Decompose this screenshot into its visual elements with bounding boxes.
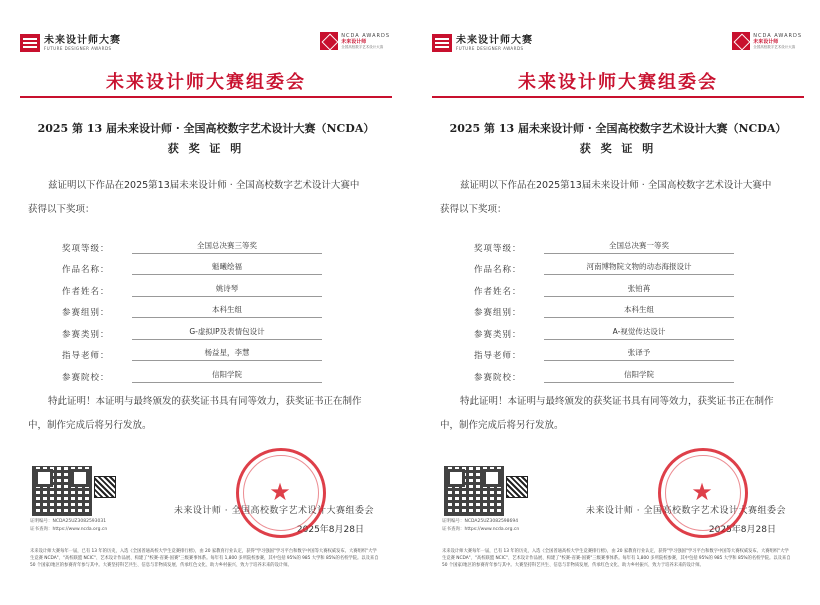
certificate-heading: 获 奖 证 明 [167,142,245,155]
award-fields [62,232,322,383]
field-label: 参赛院校： [474,372,522,383]
fda-logo [20,34,121,52]
header-divider [20,96,392,98]
field-label: 参赛类别： [62,329,110,340]
field-value: 张译予 [544,347,734,361]
competition-title: 2025 第 13 届未来设计师 · 全国高校数字艺术设计大赛（NCDA） [37,122,375,135]
field-author [474,275,734,297]
certificate-heading: 获 奖 证 明 [579,142,657,155]
ncda-label: NCDA AWARDS [753,32,802,39]
field-value: G-虚拟IP及表情包设计 [132,326,322,340]
field-value: 杨益星，李慧 [132,347,322,361]
field-label: 奖项等级： [62,243,110,254]
field-value: 魁曦绘福 [132,261,322,275]
ncda-logo-icon [732,32,750,50]
fda-logo-icon [432,34,452,52]
field-label: 指导老师： [474,351,522,361]
field-group [62,297,322,319]
footer-note: 未来设计师大赛每年一届，已有 13 年的历史，入选《全国普通高校大学生竞赛排行榜》，由 20 家教育行业认定，获得"学习强国"学习平台和数字中国等大赛权威发布。大赛组织"大学生竞赛 NCDA"、"高校联盟 NCIC"、艺术设计作品展、构建了"校赛-省赛-国赛"三级赛事体系。每年有 1,800 多所院校参赛，其中包括 95%的 985 大学和 85%的名校学院。以及来自 50 个国家/地区的参赛青年参与其中。大赛坚持科艺共生、信息与非物质发展、传承红色文化、助力乡村振兴、致力于培养未来的设计师。 [30,549,379,568]
seal-star-icon: ★ [691,478,713,506]
field-label: 作者姓名： [62,286,110,297]
intro-text: 兹证明以下作品在2025第13届未来设计师 · 全国高校数字艺术设计大赛中获得以下奖项： [28,180,360,215]
field-teacher [474,340,734,362]
field-label: 参赛组别： [474,308,522,318]
logo-title: 未来设计师大赛 [456,34,533,46]
qr-code-icon[interactable] [32,466,92,516]
committee-title: 未来设计师大赛组委会 [106,72,306,93]
certificate-left [8,0,404,605]
logo-subtitle: FUTURE DESIGNER AWARDS [456,45,524,51]
seal-star-icon: ★ [269,478,291,506]
official-seal-icon [658,448,748,538]
field-school [474,361,734,383]
field-value: 本科生组 [544,304,734,318]
field-author [62,275,322,297]
field-category [62,318,322,340]
certificate-number: 证明编号：NCDA25UZ3082593031 [30,519,107,524]
field-label: 指导老师： [62,351,110,361]
field-work [62,254,322,276]
field-label: 作者姓名： [474,286,522,297]
field-value: 张铂苒 [544,283,734,297]
ncda-cn: 未来设计师 [341,38,367,45]
intro-text: 兹证明以下作品在2025第13届未来设计师 · 全国高校数字艺术设计大赛中获得以下奖项： [440,180,772,215]
ncda-label: NCDA AWARDS [341,32,390,39]
mini-qr-icon [94,476,116,498]
field-label: 参赛院校： [62,372,110,383]
field-value: A-视觉传达设计 [544,326,734,340]
fda-logo-icon [20,34,40,52]
footer-note: 未来设计师大赛每年一届，已有 13 年的历史，入选《全国普通高校大学生竞赛排行榜》，由 20 家教育行业认定，获得"学习强国"学习平台和数字中国等大赛权威发布。大赛组织"大学生竞赛 NCDA"、"高校联盟 NCIC"、艺术设计作品展、构建了"校赛-省赛-国赛"三级赛事体系。每年有 1,800 多所院校参赛，其中包括 95%的 985 大学和 85%的名校学院。以及来自 50 个国家/地区的参赛青年参与其中。大赛坚持科艺共生、信息与非物质发展、传承红色文化、助力乡村振兴、致力于培养未来的设计师。 [442,549,791,568]
issuer-name: 未来设计师 · 全国高校数字艺术设计大赛组委会 [585,506,786,516]
field-group [474,297,734,319]
ncda-logo [320,32,390,50]
issuer-name: 未来设计师 · 全国高校数字艺术设计大赛组委会 [173,506,374,516]
field-label: 作品名称： [62,265,110,275]
field-label: 参赛类别： [474,329,522,340]
competition-title: 2025 第 13 届未来设计师 · 全国高校数字艺术设计大赛（NCDA） [449,122,787,135]
issue-date: 2025年8月28日 [708,525,776,535]
field-label: 参赛组别： [62,308,110,318]
official-seal-icon [236,448,326,538]
closing-text: 特此证明！本证明与最终颁发的获奖证书具有同等效力，获奖证书正在制作中，制作完成后将另行发放。 [440,396,774,431]
field-award [474,232,734,254]
logo-title: 未来设计师大赛 [44,34,121,46]
ncda-logo [732,32,802,50]
logo-subtitle: FUTURE DESIGNER AWARDS [44,45,112,51]
field-work [474,254,734,276]
field-value: 信阳学院 [132,369,322,383]
field-school [62,361,322,383]
field-label: 作品名称： [474,265,522,275]
closing-text: 特此证明！本证明与最终颁发的获奖证书具有同等效力，获奖证书正在制作中，制作完成后将另行发放。 [28,396,362,431]
field-label: 奖项等级： [474,243,522,254]
mini-qr-icon [506,476,528,498]
header-divider [432,96,804,98]
field-category [474,318,734,340]
ncda-cn: 未来设计师 [753,38,779,45]
committee-title: 未来设计师大赛组委会 [518,72,718,93]
certificate-number: 证明编号：NCDA25UZ3082598694 [442,519,519,524]
fda-logo [432,34,533,52]
issue-date: 2025年8月28日 [296,525,364,535]
field-value: 本科生组 [132,304,322,318]
field-teacher [62,340,322,362]
qr-code-icon[interactable] [444,466,504,516]
field-value: 全国总决赛三等奖 [132,240,322,254]
field-value: 姚诗琴 [132,283,322,297]
query-url[interactable]: 证书查询：https://www.ncda.org.cn [442,527,520,532]
field-value: 全国总决赛一等奖 [544,240,734,254]
ncda-subtitle: 全国高校数字艺术设计大赛 [753,44,796,49]
ncda-subtitle: 全国高校数字艺术设计大赛 [341,44,384,49]
field-value: 河南博物院文物的动态海报设计 [544,261,734,275]
field-value: 信阳学院 [544,369,734,383]
ncda-logo-icon [320,32,338,50]
field-award [62,232,322,254]
award-fields [474,232,734,383]
query-url[interactable]: 证书查询：https://www.ncda.org.cn [30,527,108,532]
certificate-right [420,0,816,605]
